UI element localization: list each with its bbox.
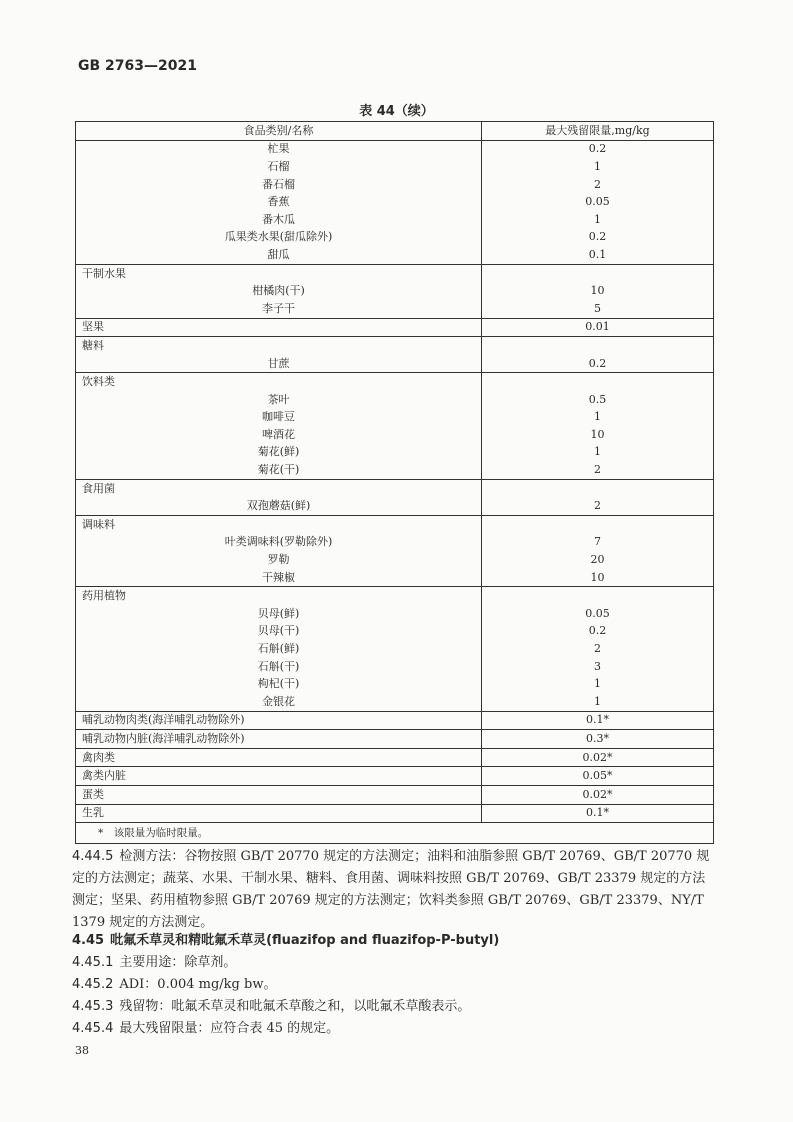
table-row [76, 497, 714, 515]
food-name-cell: 枸杞(干) [76, 675, 482, 693]
mrl-value-cell: 2 [594, 177, 601, 191]
table-row [76, 355, 714, 373]
mrl-value-cell: 1 [594, 410, 601, 424]
mrl-value-cell [482, 373, 714, 391]
food-name-cell: 药用植物 [76, 587, 482, 605]
table-row [76, 193, 714, 211]
table-row [76, 264, 714, 282]
food-name-cell: 杧果 [76, 140, 482, 158]
table-row [76, 640, 714, 658]
section-text: 最大残留限量：应符合表 45 的规定。 [119, 1021, 340, 1036]
mrl-value-cell [482, 264, 714, 282]
mrl-value-cell: 1 [594, 677, 601, 691]
mrl-value-cell: 0.2 [588, 624, 607, 638]
mrl-value-cell: 0.02* [482, 748, 714, 767]
food-name-cell: 石榴 [76, 158, 482, 176]
section-text: 主要用途：除草剂。 [119, 955, 237, 970]
table-row [76, 211, 714, 229]
mrl-value-cell: 0.01 [482, 318, 714, 337]
mrl-value-cell: 2 [594, 499, 601, 513]
food-name-cell: 生乳 [76, 804, 482, 823]
mrl-value-cell: 0.3* [482, 730, 714, 749]
mrl-value-cell [482, 479, 714, 497]
table-row [76, 409, 714, 427]
food-name-cell: 瓜果类水果(甜瓜除外) [76, 229, 482, 247]
food-name-cell: 禽肉类 [76, 748, 482, 767]
food-name-cell: 哺乳动物内脏(海洋哺乳动物除外) [76, 730, 482, 749]
mrl-value-cell: 3 [594, 659, 601, 673]
table-row [76, 426, 714, 444]
mrl-value-cell: 1 [594, 445, 601, 459]
table-row [76, 711, 714, 730]
section-4-45-heading [72, 930, 712, 952]
food-name-cell: 啤酒花 [76, 426, 482, 444]
table-row [76, 461, 714, 479]
mrl-value-cell: 10 [590, 284, 605, 298]
table-row [76, 158, 714, 176]
table-row [76, 658, 714, 676]
mrl-value-cell [482, 337, 714, 355]
mrl-value-cell: 1 [594, 694, 601, 708]
table-row [76, 282, 714, 300]
food-name-cell: 甘蔗 [76, 355, 482, 373]
food-name-cell: 叶类调味料(罗勒除外) [76, 534, 482, 552]
section-number: 4.45 [72, 933, 105, 948]
table-row [76, 767, 714, 786]
section-4-45-2 [72, 974, 712, 996]
table-footnote: * 该限量为临时限量。 [76, 823, 714, 844]
mrl-value-cell: 2 [594, 463, 601, 477]
table-row [76, 373, 714, 391]
table-row [76, 748, 714, 767]
food-name-cell: 饮料类 [76, 373, 482, 391]
section-4-44-5 [72, 846, 712, 934]
section-number: 4.45.2 [72, 977, 114, 992]
mrl-value-cell: 10 [590, 570, 605, 584]
table-row [76, 534, 714, 552]
section-title: 吡氟禾草灵和精吡氟禾草灵(fluazifop and fluazifop-P-butyl) [110, 933, 500, 948]
mrl-value-cell: 1 [594, 159, 601, 173]
food-name-cell: 茶叶 [76, 391, 482, 409]
table-row [76, 569, 714, 587]
mrl-value-cell: 0.05 [585, 606, 610, 620]
table-row [76, 318, 714, 337]
table-row [76, 693, 714, 711]
food-name-cell: 番木瓜 [76, 211, 482, 229]
section-number: 4.45.3 [72, 999, 114, 1014]
mrl-value-cell: 5 [594, 301, 601, 315]
section-text: ADI：0.004 mg/kg bw。 [119, 977, 277, 992]
mrl-value-cell: 0.05 [585, 195, 610, 209]
mrl-value-cell: 0.1* [482, 711, 714, 730]
mrl-value-cell [482, 516, 714, 534]
food-name-cell: 石斛(干) [76, 658, 482, 676]
mrl-value-cell: 10 [590, 427, 605, 441]
table-row [76, 730, 714, 749]
table-row [76, 587, 714, 605]
table-row [76, 785, 714, 804]
section-number: 4.44.5 [72, 849, 114, 864]
food-name-cell: 贝母(干) [76, 623, 482, 641]
table-row [76, 444, 714, 462]
food-name-cell: 哺乳动物肉类(海洋哺乳动物除外) [76, 711, 482, 730]
food-name-cell: 干辣椒 [76, 569, 482, 587]
food-name-cell: 罗勒 [76, 551, 482, 569]
column-header-mrl: 最大残留限量,mg/kg [482, 122, 714, 141]
mrl-table [75, 121, 714, 844]
table-row [76, 675, 714, 693]
table-row [76, 246, 714, 264]
table-row [76, 605, 714, 623]
column-header-food: 食品类别/名称 [76, 122, 482, 141]
section-4-45-3 [72, 996, 712, 1018]
mrl-value-cell: 0.5 [588, 392, 607, 406]
table-row [76, 551, 714, 569]
mrl-value-cell: 0.2 [588, 356, 607, 370]
food-name-cell: 糖料 [76, 337, 482, 355]
mrl-value-cell: 20 [590, 553, 605, 567]
table-row [76, 300, 714, 318]
food-name-cell: 双孢蘑菇(鲜) [76, 497, 482, 515]
mrl-value-cell: 2 [594, 642, 601, 656]
section-number: 4.45.1 [72, 955, 114, 970]
mrl-value-cell: 0.2 [588, 142, 607, 156]
food-name-cell: 柑橘肉(干) [76, 282, 482, 300]
food-name-cell: 李子干 [76, 300, 482, 318]
food-name-cell: 咖啡豆 [76, 409, 482, 427]
food-name-cell: 调味料 [76, 516, 482, 534]
section-text: 检测方法：谷物按照 GB/T 20770 规定的方法测定；油料和油脂参照 GB/T 20769、GB/T 20770 规定的方法测定；蔬菜、水果、干制水果、糖料、食用菌、调味料按照 GB/T 20769、GB/T 23379 规定的方法测定；坚果、药用植物参照 GB/T 20769 规定的方法测定；饮料类参照 GB/T 20769、GB/T 23379、NY/T 1379 规定的方法测定。 [72, 849, 710, 930]
table-caption: 表 44（续） [359, 104, 434, 119]
table-row [76, 804, 714, 823]
mrl-value-cell: 7 [594, 535, 601, 549]
table-row [76, 229, 714, 247]
table-row [76, 140, 714, 158]
table-footnote-row [76, 823, 714, 844]
food-name-cell: 食用菌 [76, 479, 482, 497]
section-text: 残留物：吡氟禾草灵和吡氟禾草酸之和，以吡氟禾草酸表示。 [119, 999, 471, 1014]
food-name-cell: 贝母(鲜) [76, 605, 482, 623]
food-name-cell: 甜瓜 [76, 246, 482, 264]
food-name-cell: 蛋类 [76, 785, 482, 804]
food-name-cell: 番石榴 [76, 176, 482, 194]
mrl-value-cell: 0.1* [482, 804, 714, 823]
food-name-cell: 干制水果 [76, 264, 482, 282]
table-row [76, 516, 714, 534]
section-number: 4.45.4 [72, 1021, 114, 1036]
mrl-value-cell: 0.2 [588, 230, 607, 244]
food-name-cell: 金银花 [76, 693, 482, 711]
section-4-45-1 [72, 952, 712, 974]
table-row [76, 337, 714, 355]
mrl-value-cell [482, 587, 714, 605]
table-row [76, 479, 714, 497]
table-row [76, 176, 714, 194]
mrl-value-cell: 0.02* [482, 785, 714, 804]
mrl-value-cell: 0.05* [482, 767, 714, 786]
section-4-45-4 [72, 1018, 712, 1040]
mrl-value-cell: 1 [594, 212, 601, 226]
food-name-cell: 菊花(干) [76, 461, 482, 479]
table-row [76, 623, 714, 641]
food-name-cell: 禽类内脏 [76, 767, 482, 786]
standard-number: GB 2763—2021 [78, 58, 197, 74]
page-number: 38 [75, 1044, 89, 1057]
food-name-cell: 石斛(鲜) [76, 640, 482, 658]
mrl-value-cell: 0.1 [588, 247, 607, 261]
food-name-cell: 菊花(鲜) [76, 444, 482, 462]
table-row [76, 391, 714, 409]
food-name-cell: 坚果 [76, 318, 482, 337]
food-name-cell: 香蕉 [76, 193, 482, 211]
